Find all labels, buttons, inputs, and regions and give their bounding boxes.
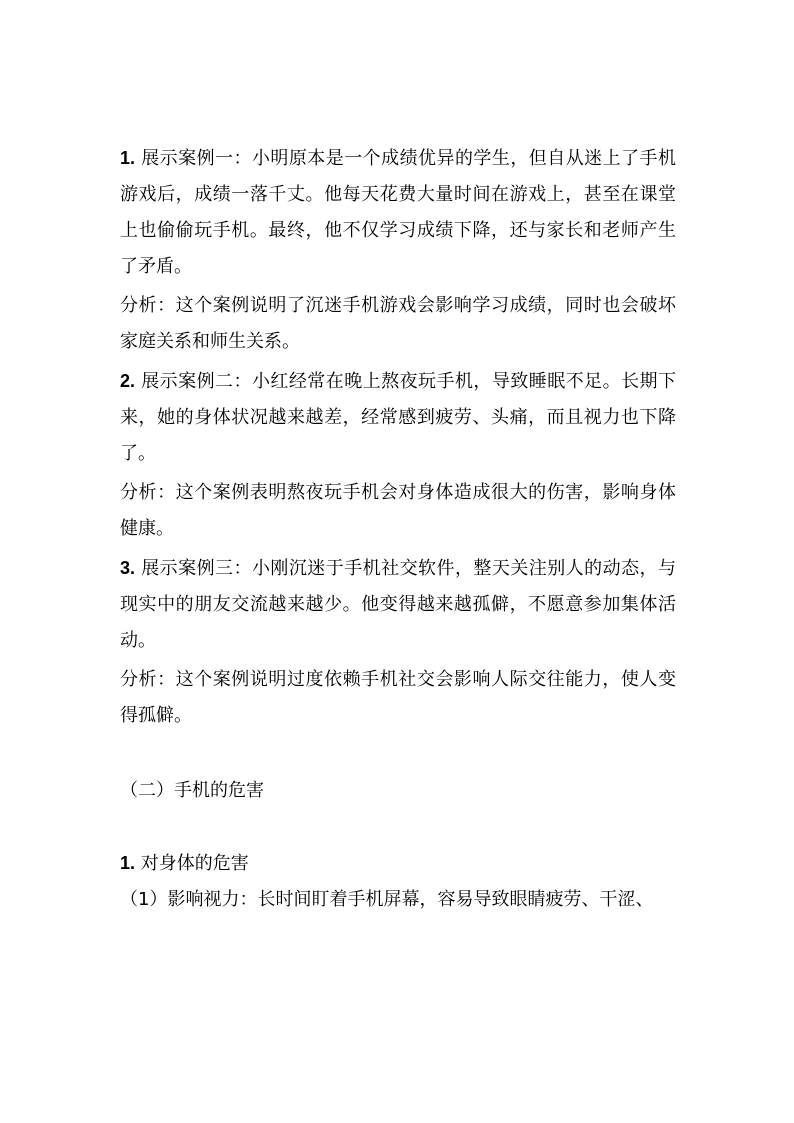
case-3-analysis: 分析：这个案例说明过度依赖手机社交会影响人际交往能力，使人变得孤僻。 — [120, 669, 676, 726]
case-2-text: 展示案例二：小红经常在晚上熬夜玩手机，导致睡眠不足。长期下来，她的身体状况越来越差，经常感到疲劳、头痛，而且视力也下降了。 — [120, 371, 676, 464]
subsection-heading — [120, 845, 676, 882]
case-2-analysis: 分析：这个案例表明熬夜玩手机会对身体造成很大的伤害，影响身体健康。 — [120, 482, 676, 539]
case-1-number: 1. — [120, 148, 136, 168]
case-3-text: 展示案例三：小刚沉迷于手机社交软件，整天关注别人的动态，与现实中的朋友交流越来越少。他变得越来越孤僻，不愿意参加集体活动。 — [120, 558, 676, 651]
case-1-analysis: 分析：这个案例说明了沉迷手机游戏会影响学习成绩，同时也会破坏家庭关系和师生关系。 — [120, 295, 676, 352]
document-body — [120, 140, 676, 918]
list-item: （1）影响视力：长时间盯着手机屏幕，容易导致眼睛疲劳、干涩、 — [120, 889, 654, 910]
spacer — [120, 809, 676, 845]
case-1-text: 展示案例一：小明原本是一个成绩优异的学生，但自从迷上了手机游戏后，成绩一落千丈。他每天花费大量时间在游戏上，甚至在课堂上也偷偷玩手机。最终，他不仅学习成绩下降，还与家长和老师产生了矛盾。 — [120, 148, 676, 277]
case-3-paragraph — [120, 550, 676, 659]
case-3-number: 3. — [120, 558, 136, 578]
section-title: （二）手机的危害 — [120, 780, 264, 801]
subsection-title: 对身体的危害 — [135, 853, 249, 874]
spacer — [120, 737, 676, 773]
case-1-paragraph — [120, 140, 676, 285]
subsection-number: 1. — [120, 853, 136, 873]
case-2-number: 2. — [120, 371, 136, 391]
case-2-paragraph — [120, 363, 676, 472]
